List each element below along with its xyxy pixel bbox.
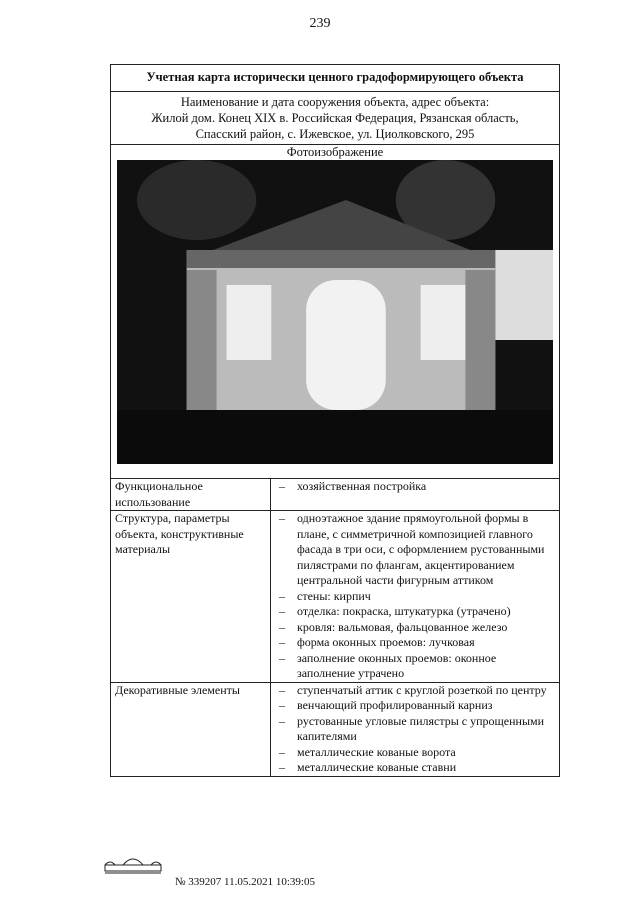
list-item: – венчающий профилированный карниз — [275, 698, 555, 714]
name-line: Жилой дом. Конец XIX в. Российская Федерация, Рязанская область, — [151, 111, 519, 125]
row-label: Структура, параметры объекта, конструктивные материалы — [111, 511, 271, 682]
object-name-block — [111, 92, 559, 145]
photo-label: Фотоизображение — [286, 145, 384, 159]
list-item: – хозяйственная постройка — [275, 479, 555, 495]
list-item: – стены: кирпич — [275, 589, 555, 605]
registration-number: № 339207 11.05.2021 10:39:05 — [175, 876, 315, 888]
record-card — [110, 64, 560, 777]
name-line: Наименование и дата сооружения объекта, адрес объекта: — [180, 95, 490, 109]
list-item: – кровля: вальмовая, фальцованное железо — [275, 620, 555, 636]
card-title: Учетная карта исторически ценного градоформирующего объекта — [111, 65, 559, 92]
table-row — [111, 683, 559, 776]
building-photo — [117, 160, 553, 464]
page-number: 239 — [309, 16, 331, 31]
list-item: – отделка: покраска, штукатурка (утрачено) — [275, 604, 555, 620]
list-item: – металлические кованые ворота — [275, 745, 555, 761]
list-item: – форма оконных проемов: лучковая — [275, 635, 555, 651]
row-label: Декоративные элементы — [111, 683, 271, 776]
name-line: Спасский район, с. Ижевское, ул. Циолковского, 295 — [195, 127, 475, 141]
row-label: Функциональное использование — [111, 479, 271, 510]
list-item: – одноэтажное здание прямоугольной формы в плане, с симметричной композицией главного фасада в три оси, с оформлением рустованными пилястрами по флангам, акцентированием центральной части фигурным аттиком — [275, 511, 555, 589]
table-row — [111, 511, 559, 683]
list-item: – заполнение оконных проемов: оконное заполнение утрачено — [275, 651, 555, 682]
list-item: – металлические кованые ставни — [275, 760, 555, 776]
building-stamp-icon — [103, 853, 163, 875]
list-item: – рустованные угловые пилястры с упрощенными капителями — [275, 714, 555, 745]
table-row — [111, 479, 559, 511]
list-item: – ступенчатый аттик с круглой розеткой по центру — [275, 683, 555, 699]
